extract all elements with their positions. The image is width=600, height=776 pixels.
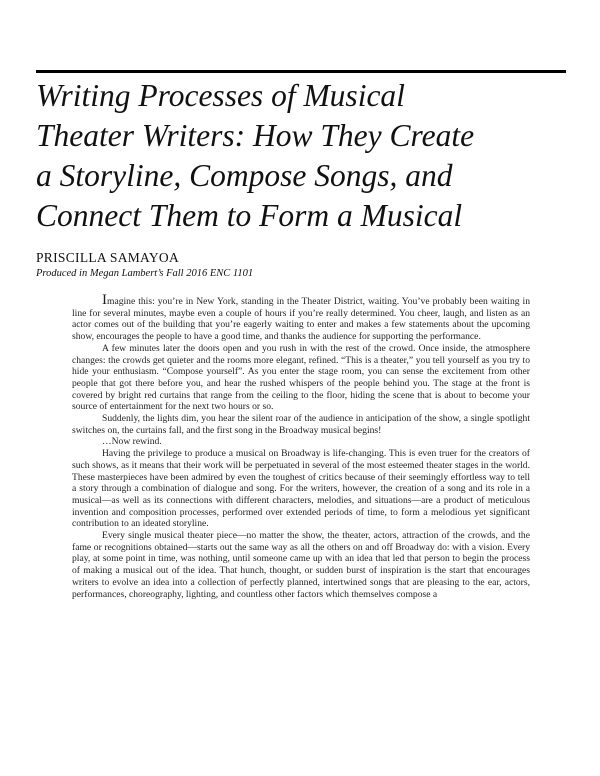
title-rule xyxy=(36,70,566,73)
title-line-4: Connect Them to Form a Musical xyxy=(36,198,463,233)
course-credit: Produced in Megan Lambert’s Fall 2016 ENC 1101 xyxy=(36,268,254,279)
title-line-3: a Storyline, Compose Songs, and xyxy=(36,158,453,193)
paragraph-4: …Now rewind. xyxy=(102,436,162,448)
article-body xyxy=(72,292,530,600)
article-title xyxy=(36,76,576,236)
drop-cap: I xyxy=(102,292,107,308)
paragraph-6: Every single musical theater piece—no matter the show, the theater, actors, attraction of the crowds, and the fame or recognitions obtained—starts out the same way as all the others on and off Broadway do: with a vision. Every play, at some point in time, was nothing, until someone came up with an idea that led that person to begin the process of making a musical out of the idea. That hunch, thought, or sudden burst of inspiration is the start that encourages writers to evolve an idea into a collection of perfectly planned, intertwined songs that are pleasing to the ear, actors, performances, choreography, lighting, and countless other factors which themselves compose a xyxy=(72,530,530,600)
paragraph-3: Suddenly, the lights dim, you hear the silent roar of the audience in anticipation of the show, a single spotlight switches on, the curtains fall, and the first song in the Broadway musical begins! xyxy=(72,413,530,436)
title-line-1: Writing Processes of Musical xyxy=(36,78,405,113)
title-line-2: Theater Writers: How They Create xyxy=(36,118,475,153)
paragraph-2: A few minutes later the doors open and you rush in with the rest of the crowd. Once inside, the atmosphere changes: the crowds get quieter and the rooms more elegant, refined. “This is a theater,” you tell yourself as you try to hide your enthusiasm. “Compose yourself”. As you enter the stage room, you can sense the excitement from other people that got there before you, and hear the rushed whispers of the people behind you. The stage at the front is covered by bright red curtains that range from the ceiling to the floor, hiding the scene that is about to become your source of entertainment for the next two hours or so. xyxy=(72,342,530,413)
paragraph-5: Having the privilege to produce a musical on Broadway is life-changing. This is even truer for the creators of such shows, as it means that their work will be perpetuated in several of the most esteemed theater stages in the world. These masterpieces have been admired by even the toughest of critics because of their seemingly effortless way to tell a story through a combination of dialogue and song. For the writers, however, the creation of a song and its role in a musical—as well as its connections with different characters, melodies, and situations—are a product of meticulous invention and composition processes, performed over extended periods of time, to form a melodious yet significant contribution to an ideated storyline. xyxy=(72,448,530,530)
author-name: PRISCILLA SAMAYOA xyxy=(36,250,180,265)
paragraph-1 xyxy=(72,292,530,343)
paragraph-1-text: magine this: you’re in New York, standing in the Theater District, waiting. You’ve probably been waiting in line for several minutes, maybe even a couple of hours if you’re really determined. You cheer, laugh, and listen as an actor comes out of the building that you’re eagerly waiting to enter and makes a few statements about the upcoming show, encourages the people to have a good time, and thanks the audience for supporting the performance. xyxy=(72,296,530,343)
